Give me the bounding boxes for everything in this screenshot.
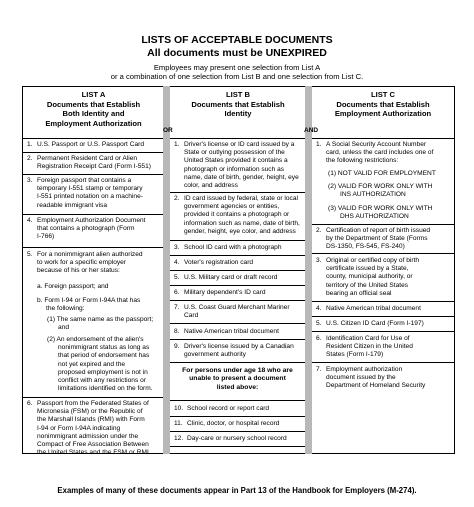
list-a-header-rule bbox=[22, 138, 163, 139]
item-text: the United States and the FSM or RMI bbox=[37, 449, 149, 457]
item-number: 5. bbox=[27, 251, 33, 258]
list-b-caption-1: Documents that Establish bbox=[191, 100, 285, 110]
document-title: LISTS OF ACCEPTABLE DOCUMENTS bbox=[141, 34, 333, 46]
item-text: U.S. Military card or draft record bbox=[184, 274, 278, 281]
connector-or: OR bbox=[163, 127, 173, 134]
list-a-item-5b bbox=[37, 297, 161, 313]
item-text: name, date of birth, gender, height, eye bbox=[184, 173, 299, 181]
item-text: Foreign passport that contains a bbox=[37, 177, 132, 184]
divider bbox=[312, 253, 455, 254]
item-text: Resident Citizen in the United bbox=[326, 343, 413, 351]
item-text: government agencies or entities, bbox=[184, 203, 280, 211]
divider bbox=[312, 316, 455, 317]
heading-text: unable to present a document bbox=[189, 375, 286, 383]
item-text: INS AUTHORIZATION bbox=[340, 191, 406, 199]
divider bbox=[312, 331, 455, 332]
divider bbox=[312, 301, 455, 302]
list-separator-b-c bbox=[305, 86, 312, 454]
item-text: Card bbox=[184, 312, 199, 320]
list-a-header bbox=[26, 90, 161, 128]
item-text: that period of endorsement has bbox=[58, 352, 150, 360]
item-number: 4. bbox=[174, 259, 180, 266]
item-number: 1. bbox=[27, 141, 33, 148]
item-number: 6. bbox=[27, 400, 33, 407]
divider bbox=[170, 240, 305, 241]
list-b-header-rule bbox=[170, 138, 305, 139]
item-text: DHS AUTHORIZATION bbox=[340, 213, 409, 221]
item-text: I-551 printed notation on a machine- bbox=[37, 193, 143, 201]
item-text: by the Department of State (Forms bbox=[326, 235, 428, 243]
item-text: color, and address bbox=[184, 182, 238, 190]
item-number: 7. bbox=[174, 304, 180, 311]
list-separator-a-b bbox=[163, 86, 170, 454]
divider bbox=[312, 224, 455, 225]
item-text: proposed employment is not in bbox=[58, 368, 148, 376]
item-text: government authority bbox=[184, 351, 246, 359]
list-c-header-rule bbox=[312, 138, 455, 139]
item-text: I-766) bbox=[37, 233, 55, 241]
item-number: 4. bbox=[316, 305, 322, 312]
heading-text: For persons under age 18 who are bbox=[182, 367, 293, 374]
divider bbox=[170, 285, 305, 286]
list-c-caption-2: Employment Authorization bbox=[334, 109, 432, 119]
item-number: 10. bbox=[174, 405, 184, 412]
item-text: Employment Authorization Document bbox=[37, 217, 146, 224]
divider bbox=[22, 397, 163, 398]
item-text: School ID card with a photograph bbox=[184, 244, 282, 251]
list-a-caption-2: Both Identity and bbox=[62, 109, 125, 119]
item-text: School record or report card bbox=[187, 405, 270, 412]
item-text: temporary I-551 stamp or temporary bbox=[37, 185, 143, 193]
item-text: VALID FOR WORK ONLY WITH bbox=[337, 183, 433, 190]
item-number: 5. bbox=[174, 274, 180, 281]
document-subtitle: All documents must be UNEXPIRED bbox=[147, 47, 327, 59]
item-text: Original or certified copy of birth bbox=[326, 257, 420, 264]
item-text: readable immigrant visa bbox=[37, 201, 107, 209]
item-number: 2. bbox=[174, 195, 180, 202]
item-text: U.S. Passport or U.S. Passport Card bbox=[37, 141, 145, 148]
list-a-caption-3: Employment Authorization bbox=[45, 118, 142, 128]
list-c-restriction-1 bbox=[328, 170, 452, 178]
item-text: A Social Security Account Number bbox=[326, 141, 427, 148]
item-text: Driver's license issued by a Canadian bbox=[184, 343, 294, 350]
item-number: 5. bbox=[316, 320, 322, 327]
list-a-item-5a: a. Foreign passport; and bbox=[37, 283, 109, 290]
divider bbox=[170, 323, 305, 324]
item-text: Registration Receipt Card (Form I-551) bbox=[37, 163, 151, 171]
connector-and: AND bbox=[304, 127, 319, 134]
divider bbox=[22, 152, 163, 153]
item-number: 9. bbox=[174, 343, 180, 350]
divider bbox=[170, 431, 305, 432]
item-number: 12. bbox=[174, 435, 184, 442]
list-c-restriction-2 bbox=[328, 183, 452, 199]
instructions-line-2: or a combination of one selection from List B and one selection from List C. bbox=[110, 72, 364, 81]
item-number: 4. bbox=[27, 217, 33, 224]
divider bbox=[170, 192, 305, 193]
item-text: Voter's registration card bbox=[184, 259, 254, 266]
item-text: that contains a photograph (Form bbox=[37, 225, 135, 233]
item-text: the following: bbox=[46, 305, 85, 313]
item-text: NOT VALID FOR EMPLOYMENT bbox=[337, 170, 436, 177]
item-text: to work for a specific employer bbox=[37, 259, 127, 267]
divider bbox=[22, 174, 163, 175]
item-text: Compact of Free Association Between bbox=[37, 441, 149, 449]
list-c-label: LIST C bbox=[370, 90, 396, 99]
item-number: 3. bbox=[27, 177, 33, 184]
list-a-caption-1: Documents that Establish bbox=[46, 100, 141, 110]
list-c-caption-1: Documents that Establish bbox=[336, 100, 430, 110]
item-text: U.S. Coast Guard Merchant Mariner bbox=[184, 304, 290, 311]
list-b-caption-2: Identity bbox=[224, 109, 252, 119]
list-b-header bbox=[171, 90, 305, 119]
item-text: the following restrictions: bbox=[326, 157, 399, 165]
item-number: (1) bbox=[328, 170, 337, 177]
list-a-label: LIST A bbox=[81, 90, 106, 99]
item-text: States (Form I-179) bbox=[326, 351, 384, 359]
item-text: and bbox=[58, 324, 70, 332]
item-text: Employment authorization bbox=[326, 366, 403, 373]
item-number: 1. bbox=[174, 141, 180, 148]
item-text: U.S. Citizen ID Card (Form I-197) bbox=[326, 320, 424, 327]
divider bbox=[170, 446, 305, 447]
item-text: For a nonimmigrant alien authorized bbox=[37, 251, 143, 258]
item-text: because of his or her status: bbox=[37, 267, 120, 275]
divider bbox=[312, 362, 455, 363]
divider bbox=[170, 255, 305, 256]
item-text: not yet expired and the bbox=[58, 360, 126, 368]
item-number: 2. bbox=[27, 155, 33, 162]
divider bbox=[170, 300, 305, 301]
item-text: Passport from the Federated States of bbox=[37, 400, 149, 407]
list-a-item-5b1 bbox=[47, 316, 163, 332]
list-a-item-5b2 bbox=[47, 336, 163, 393]
item-text: (2) An endorsement of the alien's bbox=[47, 336, 144, 343]
list-b-label: LIST B bbox=[225, 90, 251, 99]
item-text: provided it contains a photograph or bbox=[184, 211, 290, 219]
list-b-minors-heading bbox=[170, 367, 305, 392]
item-number: 3. bbox=[174, 244, 180, 251]
divider bbox=[170, 362, 305, 363]
item-text: Native American tribal document bbox=[184, 328, 279, 335]
item-text: Department of Homeland Security bbox=[326, 382, 426, 390]
item-text: (1) The same name as the passport; bbox=[47, 316, 154, 323]
list-c-header bbox=[313, 90, 453, 119]
divider bbox=[170, 400, 305, 401]
instructions-line-1: Employees may present one selection from List A bbox=[153, 63, 321, 72]
item-number: 8. bbox=[174, 328, 180, 335]
item-text: Micronesia (FSM) or the Republic of bbox=[37, 408, 143, 416]
item-text: Identification Card for Use of bbox=[326, 335, 410, 342]
item-text: conflict with any restrictions or bbox=[58, 377, 146, 385]
footer-note: Examples of many of these documents appear in Part 13 of the Handbook for Employers (M-274). bbox=[57, 486, 417, 495]
item-text: Native American tribal document bbox=[326, 305, 421, 312]
heading-text: listed above: bbox=[216, 383, 259, 391]
item-text: photograph or information such as bbox=[184, 165, 285, 173]
item-text: information such as name, date of birth, bbox=[184, 219, 300, 227]
divider bbox=[22, 247, 163, 248]
item-text: nonimmigrant status as long as bbox=[58, 344, 150, 352]
item-text: the Marshall Islands (RMI) with Form bbox=[37, 416, 145, 424]
item-text: limitations identified on the form. bbox=[58, 385, 153, 393]
item-number: 6. bbox=[316, 335, 322, 342]
divider bbox=[22, 214, 163, 215]
item-text: VALID FOR WORK ONLY WITH bbox=[337, 205, 433, 212]
item-text: card, unless the card includes one of bbox=[326, 149, 434, 157]
divider bbox=[170, 339, 305, 340]
item-text: United States provided it contains a bbox=[184, 157, 288, 165]
item-text: b. Form I-94 or Form I-94A that has bbox=[37, 297, 141, 304]
item-text: ID card issued by federal, state or local bbox=[184, 195, 298, 202]
item-text: nonimmigrant admission under the bbox=[37, 432, 139, 440]
item-number: 11. bbox=[174, 420, 183, 427]
item-number: (2) bbox=[328, 183, 337, 190]
item-text: Certification of report of birth issued bbox=[326, 227, 431, 234]
item-text: county, municipal authority, or bbox=[326, 273, 413, 281]
list-c-restriction-3 bbox=[328, 205, 452, 221]
item-number: 3. bbox=[316, 257, 322, 264]
item-number: 6. bbox=[174, 289, 180, 296]
item-text: I-94 or Form I-94A indicating bbox=[37, 424, 121, 432]
item-text: gender, height, eye color, and address bbox=[184, 227, 296, 235]
item-text: territory of the United States bbox=[326, 281, 409, 289]
item-number: (3) bbox=[328, 205, 337, 212]
item-text: bearing an official seal bbox=[326, 289, 392, 297]
item-text: Driver's license or ID card issued by a bbox=[184, 141, 295, 148]
item-text: DS-1350, FS-545, FS-240) bbox=[326, 243, 405, 251]
item-number: 2. bbox=[316, 227, 322, 234]
item-text: certificate issued by a State, bbox=[326, 265, 409, 273]
divider bbox=[170, 270, 305, 271]
item-text: Military dependent's ID card bbox=[184, 289, 266, 296]
item-number: 7. bbox=[316, 366, 322, 373]
item-text: Permanent Resident Card or Alien bbox=[37, 155, 138, 162]
item-text: Clinic, doctor, or hospital record bbox=[187, 420, 280, 427]
item-number: 1. bbox=[316, 141, 322, 148]
item-text: document issued by the bbox=[326, 374, 396, 382]
divider bbox=[170, 416, 305, 417]
item-text: Day-care or nursery school record bbox=[187, 435, 287, 442]
item-text: State or outlying possession of the bbox=[184, 149, 285, 157]
